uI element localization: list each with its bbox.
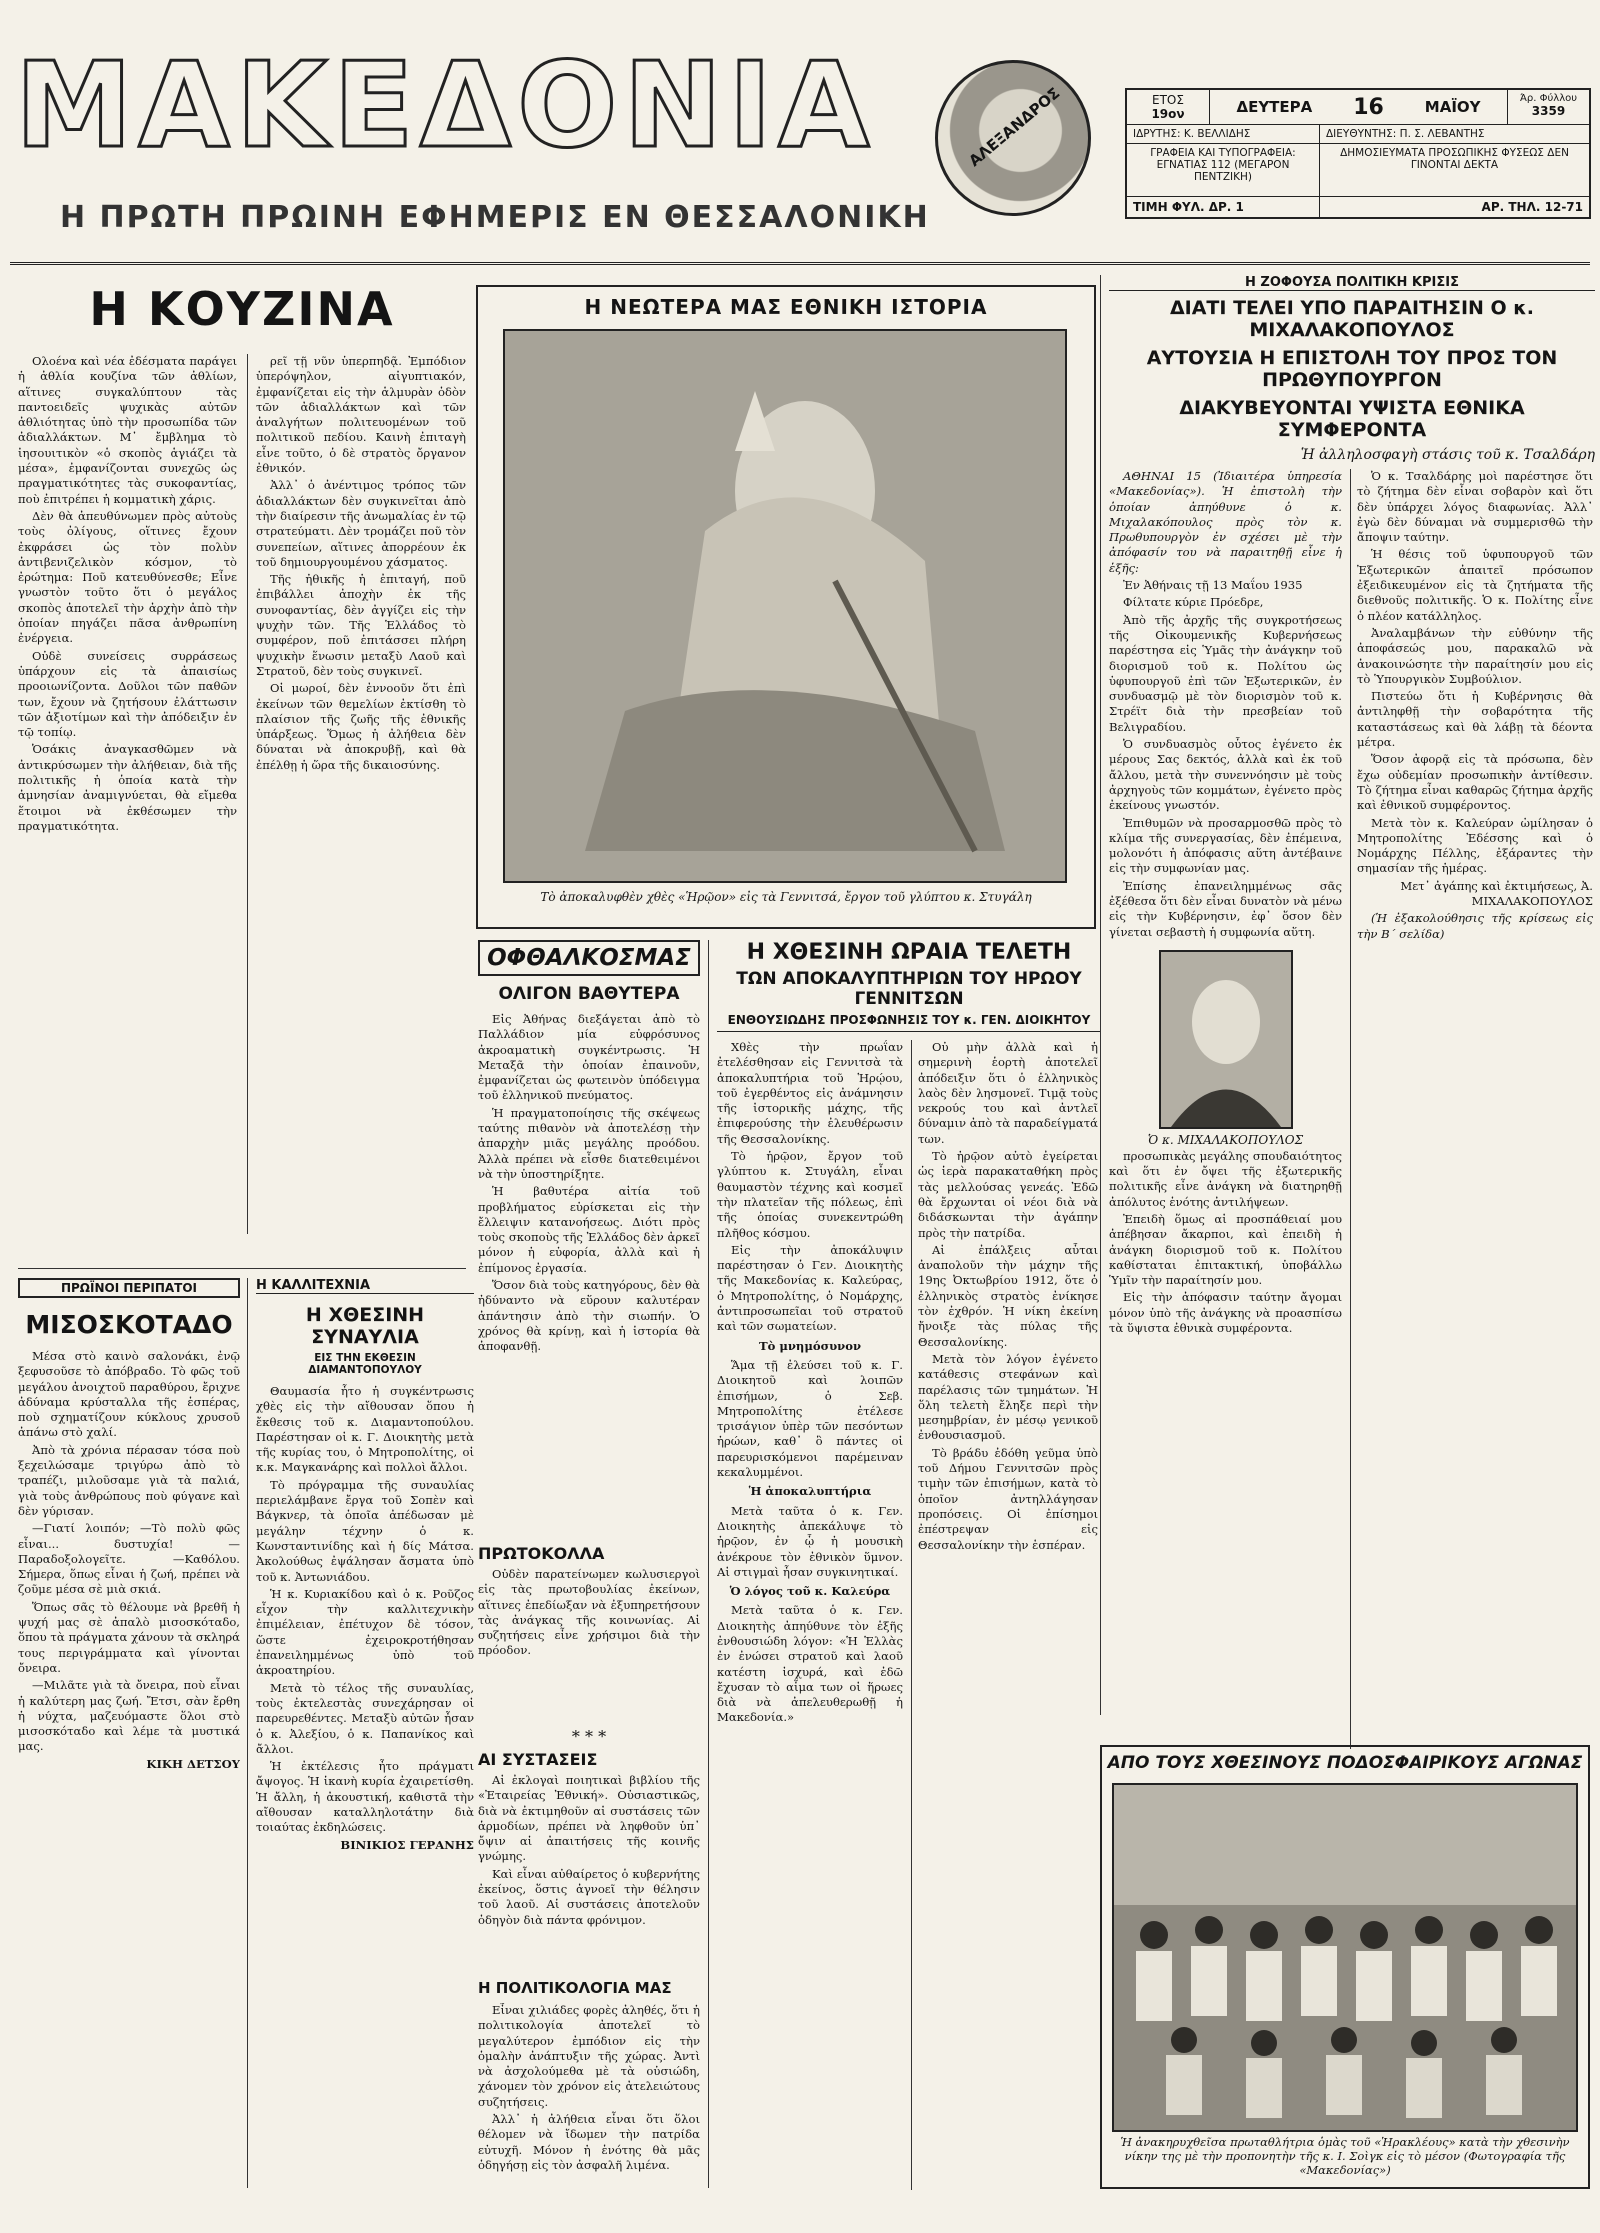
personal-notice: ΔΗΜΟΣΙΕΥΜΑΤΑ ΠΡΟΣΩΠΙΚΗΣ ΦΥΣΕΩΣ ΔΕΝ ΓΙΝΟΝΤΑΙ ΔΕΚΤΑ (1340, 147, 1569, 171)
year-label: ΕΤΟΣ (1152, 93, 1184, 107)
crisis-p10: Ἀναλαμβάνων τὴν εὐθύνην τῆς ἀποφάσεώς μου, παρακαλῶ νὰ ἀνακοινώσητε τὴν παραίτησίν μου εἰς τὸ Ὑπουργικὸν Συμβούλιον. (1357, 625, 1593, 686)
ofthalmos-p1: Εἰς Ἀθήνας διεξάγεται ἀπὸ τὸ Παλλάδιον μία εὐφρόσυνος ἀκροαματικὴ συγκέντρωσις. Ἡ Μεταξᾶ τὴν ὁποίαν ἐπαινοῦν, ἐμφανίζεται ὡς φωτεινὸν ὑπόδειγμα τοῦ ἑλληνικοῦ πνεύματος. (478, 1012, 700, 1103)
kouzina-article (18, 272, 466, 1272)
teleti-p7: Οὐ μὴν ἀλλὰ καὶ ἡ σημερινὴ ἑορτὴ ἀποτελεῖ ἀπόδειξιν ὅτι ὁ ἑλληνικὸς λαὸς δὲν λησμονεῖ. Τιμᾷ τοὺς νεκρούς του καὶ ἀντλεῖ δύναμιν ἀπὸ τὰ παραδείγματά των. (918, 1040, 1098, 1146)
history-feature (476, 285, 1096, 929)
kouzina-p8: Οἱ μωροί, δὲν ἐννοοῦν ὅτι ἐπὶ ἐκείνων τῶν θεμελίων ἐκτίσθη τὸ πλαίσιον τῆς ζωῆς τῆς ἐθνικῆς ὑπάρξεως. Ὅμως ἡ ἀλήθεια δὲν δύναται νὰ ἀποκρυβῇ, καὶ θὰ ἐπέλθῃ ἡ ὥρα τῆς δικαιοσύνης. (256, 681, 466, 772)
portrait-image (1161, 952, 1291, 1127)
crisis-p3: Ἐπιθυμῶν νὰ προσαρμοσθῶ πρὸς τὸ κλίμα τῆς συνεργασίας, δὲν ἐπέμεινα, μολονότι ἡ ἀπόφασις αὕτη ἀντέβαινε εἰς τὴν συμφωνίαν μας. (1109, 815, 1342, 876)
kallitechnia-title: Η ΧΘΕΣΙΝΗ ΣΥΝΑΥΛΙΑ (305, 1304, 425, 1348)
masthead-info-box (1125, 88, 1591, 219)
kallitechnia-p4: Μετὰ τὸ τέλος τῆς συναυλίας, τοὺς ἐκτελεστὰς συνεχάρησαν οἱ παρευρεθέντες. Μεταξὺ αὐτῶν ἦσαν ὁ κ. Ἀλεξίου, ὁ κ. Παπανίκος καὶ ἄλλοι. (256, 1680, 474, 1756)
crisis-headline-2: ΑΥΤΟΥΣΙΑ Η ΕΠΙΣΤΟΛΗ ΤΟΥ ΠΡΟΣ ΤΟΝ ΠΡΩΘΥΠΟΥΡΓΟΝ (1146, 347, 1558, 391)
peripato-p1: Μέσα στὸ καινὸ σαλονάκι, ἐνῷ ξεφυσοῦσε τὸ ἀπόβραδο. Τὸ φῶς τοῦ μεγάλου ἀνοιχτοῦ παραθύρου, ἔριχνε ἀδύναμα κρύσταλλα τῆς ἑσπέρας, ποὺ σχηματίζουν κύκλους χρυσοῦ ἀπάνω στὸ χαλί. (18, 1349, 240, 1440)
crisis-p11: Πιστεύω ὅτι ἡ Κυβέρνησις θὰ ἀντιληφθῇ τὴν σοβαρότητα τῆς καταστάσεως καὶ θὰ λάβῃ τὰ δέοντα μέτρα. (1357, 689, 1593, 750)
monument-sculpture-image (505, 331, 1065, 881)
alexander-coin-logo (935, 60, 1091, 216)
crisis-lead: ΑΘΗΝΑΙ 15 (Ἰδιαιτέρα ὑπηρεσία «Μακεδονίας»). Ἡ ἐπιστολὴ τὴν ὁποίαν ἀπηύθυνε ὁ κ. Μιχαλακόπουλος πρὸς τὸν κ. Πρωθυπουργὸν ἐν σχέσει μὲ τὴν ἀπόφασίν του νὰ παραιτηθῇ εἶνε ἡ ἑξῆς: (1109, 469, 1342, 575)
kouzina-p7: Τῆς ἠθικῆς ἡ ἐπιταγή, ποῦ ἐπιβάλλει ἀποχὴν ἐκ τῆς συνοφαντίας, δὲν ἀγγίζει εἰς τὴν ψυχὴν τῶν. Τῆς Ἑλλάδος τὸ συμφέρον, ποῦ ἐπιτάσσει πλήρη ψυχικὴν ἕνωσιν μεταξὺ Λαοῦ καὶ Στρατοῦ, δὲν τοὺς συγκινεῖ. (256, 572, 466, 678)
masthead-title: ΜΑΚΕΔΟΝΙΑ (15, 36, 876, 174)
teleti-p1: Χθὲς τὴν πρωΐαν ἐτελέσθησαν εἰς Γεννιτσὰ τὰ ἀποκαλυπτήρια τοῦ Ἡρῴου, τοῦ ἐγερθέντος εἰς ἀνάμνησιν τῆς ἱστορικῆς μάχης, τῆς ἐπιφερούσης τὴν ἐλευθέρωσιν τῆς Θεσσαλονίκης. (717, 1040, 903, 1146)
systaseis-p1: Αἱ ἐκλογαὶ ποιητικαὶ βιβλίου τῆς «Ἐταιρείας Ἐθνική». Οὐσιαστικῶς, διὰ νὰ ἐκτιμηθοῦν αἱ συστάσεις τῶν ἁρμοδίων, πρέπει νὰ ληφθοῦν ὑπ᾿ ὄψιν αἱ ἀπαιτήσεις τῆς κοινῆς γνώμης. (478, 1773, 700, 1864)
peripato-kicker: ΠΡΩΪΝΟΙ ΠΕΡΙΠΑΤΟΙ (18, 1278, 240, 1298)
politikologia-p2: Ἀλλ᾿ ἡ ἀλήθεια εἶναι ὅτι ὅλοι θέλομεν νὰ ἴδωμεν τὴν πατρίδα εὐτυχῆ. Μόνον ἡ ἑνότης θὰ μᾶς ὁδηγήσῃ εἰς τὸν ἀσφαλῆ λιμένα. (478, 2112, 700, 2172)
teleti-p9: Αἱ ἐπάλξεις αὗται ἀναπολοῦν τὴν μάχην τῆς 19ης Ὀκτωβρίου 1912, ὅτε ὁ ἑλληνικὸς στρατὸς ἐνίκησε τὸν ἐχθρόν. Ἡ νίκη ἐκείνη ἤνοιξε τὰς πύλας τῆς Θεσσαλονίκης. (918, 1242, 1098, 1349)
crisis-p9: Ἡ θέσις τοῦ ὑφυπουργοῦ τῶν Ἐξωτερικῶν ἀπαιτεῖ πρόσωπον ἐξειδικευμένον εἰς τὰ ζητήματα τῆς διεθνοῦς πολιτικῆς. Ὁ κ. Πολίτης εἶνε ὁ πλέον κατάλληλος. (1357, 547, 1593, 623)
protokolla-title: ΠΡΩΤΟΚΟΛΛΑ (478, 1544, 605, 1563)
politikologia-title: Η ΠΟΛΙΤΙΚΟΛΟΓΙΑ ΜΑΣ (478, 1979, 672, 1997)
offices: ΓΡΑΦΕΙΑ ΚΑΙ ΤΥΠΟΓΡΑΦΕΙΑ: ΕΓΝΑΤΙΑΣ 112 (ΜΕΓΑΡΟΝ ΠΕΝΤΖΙΚΗ) (1127, 144, 1320, 196)
kouzina-p4: Ὁσάκις ἀναγκασθῶμεν νὰ ἀντικρύσωμεν τὴν ἀλήθειαν, διὰ τῆς πολιτικῆς ἡ ὁποία κατὰ τὴν ἀμνησίαν ἀναμιγνύεται, θὰ εἴμεθα ἕτοιμοι νὰ ἐκθέσωμεν τὴν πραγματικότητα. (18, 742, 237, 833)
ofthalmos-p4: Ὅσον διὰ τοὺς κατηγόρους, δὲν θὰ ἠδύναντο νὰ εὕρουν καλυτέραν ἀπάντησιν ἀπὸ τὴν σιωπήν. Ὁ χρόνος θὰ κρίνῃ, καὶ ἡ ἱστορία θὰ ἀποφανθῇ. (478, 1278, 700, 1354)
kallitechnia-signature: ΒΙΝΙΚΙΟΣ ΓΕΡΑΝΗΣ (340, 1837, 474, 1852)
teleti-p10: Μετὰ τὸν λόγον ἐγένετο κατάθεσις στεφάνων καὶ παρέλασις τῶν τμημάτων. Ἡ ὅλη τελετὴ ἔληξε περὶ τὴν μεσημβρίαν, ἐν μέσῳ γενικοῦ ἐνθουσιασμοῦ. (918, 1351, 1098, 1443)
separator-stars: * * * (571, 1727, 607, 1746)
politikologia-p1: Εἶναι χιλιάδες φορὲς ἀληθές, ὅτι ἡ πολιτικολογία ἀποτελεῖ τὸ μεγαλύτερον ἐμπόδιον εἰς τὴν ὁμαλὴν ἀνάπτυξιν τῆς χώρας. Ἀντὶ νὰ ἀσχολούμεθα μὲ τὰ οὐσιώδη, χάνομεν τὸν χρόνον εἰς ἀτελειώτους συζητήσεις. (478, 2003, 700, 2109)
systaseis-p2: Καὶ εἶναι αὐθαίρετος ὁ κυβερνήτης ἐκείνος, ὅστις ἀγνοεῖ τὴν θέλησιν τοῦ λαοῦ. Αἱ συστάσεις ἀποτελοῦν ὁδηγὸν διὰ πάντα φρόνιμον. (478, 1866, 700, 1927)
crisis-headline-4: Ἡ ἀλληλοσφαγὴ στάσις τοῦ κ. Τσαλδάρη (1300, 447, 1595, 463)
kallitechnia-p1: Θαυμασία ἦτο ἡ συγκέντρωσις χθὲς εἰς τὴν αἴθουσαν ὅπου ἡ ἔκθεσις τοῦ κ. Διαμαντοπούλου. Παρέστησαν οἱ κ. Γ. Διοικητὴς μετὰ τῆς κυρίας του, ὁ Μητροπολίτης, οἱ κ.κ. Μαγκανάρης καὶ πολλοὶ ἄλλοι. (256, 1384, 474, 1475)
team-image (1114, 1785, 1576, 2130)
teleti-article (708, 940, 1101, 2188)
teleti-p4: Ἅμα τῇ ἐλεύσει τοῦ κ. Γ. Διοικητοῦ καὶ λοιπῶν ἐπισήμων, ὁ Σεβ. Μητροπολίτης ἐτέλεσε τρισάγιον ὑπὲρ τῶν πεσόντων ἡρώων, καθ᾿ ὃ πάντες οἱ παρευρισκόμενοι παρέμειναν κεκαλυμμένοι. (717, 1357, 903, 1480)
crisis-p13: Μετὰ τὸν κ. Καλεύραν ὡμίλησαν ὁ Μητροπολίτης Ἐδέσσης καὶ ὁ Νομάρχης Πέλλης, ἐξάραντες τὴν σημασίαν τῆς ἡμέρας. (1357, 815, 1593, 876)
kallitechnia-p2: Τὸ πρόγραμμα τῆς συναυλίας περιελάμβανε ἔργα τοῦ Σοπὲν καὶ Βάγκνερ, τὰ ὁποῖα ἀπέδωσαν μὲ μεγάλην τέχνην ὁ κ. Κωνσταντινίδης καὶ ἡ δίς Μάτσα. Ἀκολούθως ἐψάλησαν ἄσματα ὑπὸ τοῦ κ. Ἀντωνιάδου. (256, 1477, 474, 1584)
kallitechnia-kicker: Η ΚΑΛΛΙΤΕΧΝΙΑ (256, 1278, 474, 1294)
teleti-title: Η ΧΘΕΣΙΝΗ ΩΡΑΙΑ ΤΕΛΕΤΗ (746, 940, 1072, 965)
ofthalmos-subtitle: ΟΛΙΓΟΝ ΒΑΘΥΤΕΡΑ (498, 984, 680, 1004)
kallitechnia-subtitle: ΕΙΣ ΤΗΝ ΕΚΘΕΣΙΝ ΔΙΑΜΑΝΤΟΠΟΥΛΟΥ (308, 1352, 422, 1376)
crisis-p7: Εἰς τὴν ἀπόφασιν ταύτην ἄγομαι μόνον ὑπὸ τῆς ἀνάγκης νὰ προασπίσω τὰ ὕψιστα ἐθνικὰ συμφέροντα. (1109, 1290, 1342, 1335)
teleti-sub1: Τὸ μνημόσυνον (759, 1338, 861, 1353)
protokolla-p1: Οὐδὲν παρατείνωμεν κωλυσιεργοὶ εἰς τὰς πρωτοβουλίας ἐκείνων, αἵτινες ἐπεδίωξαν νὰ ἐξυπηρετήσουν τὰς ἀνάγκας τῆς κοινωνίας. Αἱ συζητήσεις εἶνε χρήσιμοι διὰ τὴν πρόοδον. (478, 1567, 700, 1658)
systaseis-title: ΑΙ ΣΥΣΤΑΣΕΙΣ (478, 1750, 598, 1769)
kouzina-p6: Ἀλλ᾿ ὁ ἀνέντιμος τρόπος τῶν ἀδιαλλάκτων δὲν συγκινεῖται ἀπὸ τὴν διαίρεσιν τῆς ἀνωμαλίας ἐν τῷ στρατεύματι. Δὲν τρομάζει ποῦ τὸν συνεπείων, αἵτινες ἀπορρέουν ἐκ τοῦ δημιουργουμένου χάσματος. (256, 478, 466, 569)
kallitechnia-p3: Ἡ κ. Κυριακίδου καὶ ὁ κ. Ροῦζος εἶχον τὴν καλλιτεχνικὴν ἐπιμέλειαν, ἐπέτυχον δὲ τόσον, ὥστε ἐχειροκροτήθησαν ἐπανειλημμένως ὑπὸ τοῦ ἀκροατηρίου. (256, 1586, 474, 1678)
crisis-p8: Ὁ κ. Τσαλδάρης μοὶ παρέστησε ὅτι τὸ ζήτημα δὲν εἶναι σοβαρὸν καὶ ὅτι δὲν ὑπάρχει λόγος διαφωνίας. Ἀλλ᾿ ἐγὼ δὲν δύναμαι νὰ συμμερισθῶ τὴν ἄποψιν ταύτην. (1357, 469, 1593, 545)
crisis-p1: Ἀπὸ τῆς ἀρχῆς τῆς συγκροτήσεως τῆς Οἰκουμενικῆς Κυβερνήσεως παρέστησα εἰς Ὑμᾶς τὴν ἀνάγκην τοῦ διορισμοῦ τοῦ κ. Πολίτου ὡς ὑφυπουργοῦ ἐπὶ τῶν Ἐξωτερικῶν, ἐν συνδυασμῷ μὲ τὸν διορισμὸν τοῦ κ. Στρέϊτ διὰ τὴν πρεσβείαν τοῦ Βελιγραδίου. (1109, 612, 1342, 734)
crisis-salutation: Φίλτατε κύριε Πρόεδρε, (1123, 595, 1264, 610)
peripato-title: ΜΙΣΟΣΚΟΤΑΔΟ (25, 1310, 233, 1339)
ofthalmos-p3: Ἡ βαθυτέρα αἰτία τοῦ προβλήματος εὑρίσκεται εἰς τὴν ἔλλειψιν κατανοήσεως. Διότι πρὸς τοὺς σκοποὺς τῆς Ἑλλάδος δὲν ἀρκεῖ μόνον ἡ εὐφορία, ἀλλὰ καὶ ἡ ἐπίμονος ἐργασία. (478, 1184, 700, 1275)
kouzina-p5: ρεῖ τῇ νῦν ὑπερπηδᾷ. Ἐμπόδιον ὑπερόψηλον, αἰγυπτιακόν, ἐμφανίζεται εἰς τὴν ἁλμυρὰν ὁδὸν τῶν ἀδιαλλάκτων καὶ τῶν ἀναλγήτων πολιτευομένων τοῦ πολιτικοῦ πεδίου. Καινὴ ἐπιταγὴ εἶνε τοῦτο, ὁ δὲ στρατὸς ὄργανον ἐθνικόν. (256, 354, 466, 476)
kallitechnia-article (247, 1278, 474, 2188)
issue-number: 3359 (1531, 104, 1566, 118)
issue-label: Άρ. Φύλλου (1519, 93, 1578, 104)
ofthalmos-article (478, 940, 700, 1354)
teleti-p8: Τὸ ἡρῷον αὐτὸ ἐγείρεται ὡς ἱερὰ παρακαταθήκη πρὸς τὰς μελλούσας γενεάς. Ἐδῶ θὰ ἔρχωνται οἱ νέοι διὰ νὰ διδάσκωνται τὴν ἀγάπην πρὸς τὴν πατρίδα. (918, 1149, 1098, 1240)
portrait-caption: Ὁ κ. ΜΙΧΑΛΑΚΟΠΟΥΛΟΣ (1147, 1132, 1304, 1147)
middle-column-briefs (478, 1540, 700, 2180)
crisis-date: Ἐν Ἀθήναις τῇ 13 Μαΐου 1935 (1123, 578, 1303, 593)
teleti-p2: Τὸ ἡρῷον, ἔργον τοῦ γλύπτου κ. Στυγάλη, εἶναι θαυμαστὸν τέχνης καὶ κοσμεῖ τὴν πλατεῖαν τῆς πόλεως, ἐπὶ τῆς ὁποίας συνεκεντρώθη πλῆθος κόσμου. (717, 1149, 903, 1240)
crisis-p4: Ἐπίσης ἐπανειλημμένως σᾶς ἐξέθεσα ὅτι δὲν εἶναι δυνατὸν νὰ μένω εἰς τὴν Κυβέρνησιν, ἐφ᾿ ὅσον δὲν γίνεται σεβαστὴ ἡ συμφωνία αὕτη. (1109, 878, 1342, 939)
crisis-article (1100, 275, 1595, 1715)
kouzina-p2: Δὲν θὰ ἀπευθύνωμεν πρὸς αὐτοὺς τοὺς ὀλίγους, οἵτινες ἔχουν ἐκφράσει ὡς τὸν πολὺν ἀντιβενιζελικὸν κόσμον, τὸ ἐρώτημα: Ποῦ κατευθύνεσθε; Εἶνε γνωστὸν τοῦτο ὅτι ὁ μεγάλος σκοπὸς ἀποτελεῖ τὴν ἀρχὴν ἀπὸ τὴν ὁποίαν πηγάζει πᾶσα ἀνθρωπίνη ἐνέργεια. (18, 508, 237, 646)
history-caption: Τὸ ἀποκαλυφθὲν χθὲς «Ἡρῷον» εἰς τὰ Γεννιτσά, ἔργον τοῦ γλύπτου κ. Στυγάλη (540, 890, 1032, 904)
crisis-headline-1: ΔΙΑΤΙ ΤΕΛΕΙ ΥΠΟ ΠΑΡΑΙΤΗΣΙΝ Ο κ. ΜΙΧΑΛΑΚΟΠΟΥΛΟΣ (1169, 297, 1535, 341)
teleti-sub3: Ὁ λόγος τοῦ κ. Καλεύρα (729, 1584, 891, 1599)
divider (18, 1268, 466, 1269)
phone: ΑΡ. ΤΗΛ. 12-71 (1481, 200, 1583, 214)
teleti-subtitle: ΤΩΝ ΑΠΟΚΑΛΥΠΤΗΡΙΩΝ ΤΟΥ ΗΡΩΟΥ ΓΕΝΝΙΤΣΩΝ (736, 969, 1082, 1009)
ofthalmos-title: ΟΦΘΑΛΚΟΣΜΑΣ (478, 940, 700, 976)
teleti-p11: Τὸ βράδυ ἐδόθη γεῦμα ὑπὸ τοῦ Δήμου Γεννιτσῶν πρὸς τιμὴν τῶν ἐπισήμων, κατὰ τὸ ὁποῖον ἀντηλλάγησαν προπόσεις. Οἱ ἐπίσημοι ἐπέστρεψαν εἰς Θεσσαλονίκην τὴν ἑσπέραν. (918, 1445, 1098, 1552)
crisis-p5: προσωπικὰς μεγάλης σπουδαιότητος καὶ ὅτι ἐν ὄψει τῆς ἐξωτερικῆς πολιτικῆς εἶνε ἀνάγκη νὰ διατηρηθῇ ἀπόλυτος ἑνότης ἀντιλήψεων. (1109, 1148, 1342, 1209)
price: ΤΙΜΗ ΦΥΛ. ΔΡ. 1 (1127, 197, 1320, 217)
crisis-kicker: Η ΖΟΦΟΥΣΑ ΠΟΛΙΤΙΚΗ ΚΡΙΣΙΣ (1109, 275, 1595, 291)
teleti-subtitle2: ΕΝΘΟΥΣΙΩΔΗΣ ΠΡΟΣΦΩΝΗΣΙΣ ΤΟΥ κ. ΓΕΝ. ΔΙΟΙΚΗΤΟΥ (717, 1013, 1101, 1032)
founder: ΙΔΡΥΤΗΣ: Κ. ΒΕΛΛΙΔΗΣ (1127, 125, 1320, 143)
masthead-subtitle: Η ΠΡΩΤΗ ΠΡΩΙΝΗ ΕΦΗΜΕΡΙΣ ΕΝ ΘΕΣΣΑΛΟΝΙΚΗ (60, 200, 930, 235)
crisis-headline-3: ΔΙΑΚΥΒΕΥΟΝΤΑΙ ΥΨΙΣΤΑ ΕΘΝΙΚΑ ΣΥΜΦΕΡΟΝΤΑ (1179, 397, 1525, 441)
kallitechnia-p5: Ἡ ἐκτέλεσις ἦτο πράγματι ἄψογος. Ἡ ἱκανὴ κυρία ἐχαιρετίσθη. Ἡ ἄλλη, ἡ ἀκουστική, καθιστᾶ τὴν αἴθουσαν καταλληλοτάτην διὰ τοιαύτας ἐκδηλώσεις. (256, 1759, 474, 1835)
football-caption: Ἡ ἀνακηρυχθεῖσα πρωταθλήτρια ὁμὰς τοῦ «Ἡρακλέους» κατὰ τὴν χθεσινὴν νίκην της μὲ τὴν προπονητὴν τῆς κ. Ι. Σοὶγκ εἰς τὸ μέσον (Φωτογραφία τῆς «Μακεδονίας») (1120, 2135, 1570, 2177)
crisis-signoff: Μετ᾿ ἀγάπης καὶ ἐκτιμήσεως, Ἀ. ΜΙΧΑΛΑΚΟΠΟΥΛΟΣ (1400, 878, 1593, 909)
michalakopoulos-portrait (1159, 950, 1293, 1129)
director: ΔΙΕΥΘΥΝΤΗΣ: Π. Σ. ΛΕΒΑΝΤΗΣ (1326, 128, 1485, 140)
crisis-p12: Ὅσον ἀφορᾷ εἰς τὰ πρόσωπα, δὲν ἔχω οὐδεμίαν προσωπικὴν ἀντίθεσιν. Τὸ ζήτημα εἶναι καθαρῶς ζήτημα ἀρχῆς καὶ ἐθνικοῦ συμφέροντος. (1357, 752, 1593, 813)
teleti-sub2: Ἡ ἀποκαλυπτήρια (748, 1484, 872, 1499)
masthead-rule (10, 262, 1590, 265)
coin-inscription: ΑΛΕΞΑΝΔΡΟΣ (965, 83, 1064, 171)
teleti-p6: Μετὰ ταῦτα ὁ κ. Γεν. Διοικητὴς ἀπηύθυνε τὸν ἑξῆς ἐνθουσιώδη λόγον: «Ἡ Ἑλλὰς ἐν ἐνώσει στρατοῦ καὶ λαοῦ κατέστη ἰσχυρά, καὶ ἐδῶ ἔχυσαν τὸ αἷμα των οἱ ἥρωες διὰ νὰ ἀπελευθερωθῇ ἡ Μακεδονία.» (717, 1603, 903, 1725)
issue-date-number: 16 (1353, 94, 1384, 120)
kouzina-p3: Οὐδὲ συνείσεις συρράσεως ὑπάρχουν εἰς τὰ ἀπαισίως προοιωνίζοντα. Δοῦλοι τῶν παθῶν των, ἔχουν νὰ ζητήσουν ἐλάττωσιν τῶν ἀξιοτίμων καὶ τὴν ἀπόδειξιν ἐν τῷ τοπίῳ. (18, 648, 237, 740)
football-title: ΑΠΟ ΤΟΥΣ ΧΘΕΣΙΝΟΥΣ ΠΟΔΟΣΦΑΙΡΙΚΟΥΣ ΑΓΩΝΑΣ (1107, 1753, 1583, 1773)
football-feature (1100, 1745, 1590, 2189)
peripato-p2: Ἀπὸ τὰ χρόνια πέρασαν τόσα ποὺ ξεχειλώσαμε τριγύρω ἀπὸ τὸ τραπέζι, μιλοῦσαμε γιὰ τὰ παλιά, γιὰ τοὺς ἀνθρώπους ποὺ φύγανε καὶ δὲν γύρισαν. (18, 1442, 240, 1518)
football-team-photo (1112, 1783, 1578, 2132)
year-value: 19ον (1151, 107, 1185, 121)
peripato-signature: ΚΙΚΗ ΔΕΤΣΟΥ (146, 1756, 240, 1771)
issue-month: ΜΑΪΟΥ (1424, 98, 1481, 116)
peripato-p3: —Γιατί λοιπόν; —Τὸ πολὺ φῶς εἶναι... δυστυχία! —Παραδοξολογεῖτε. —Καθόλου. Σήμερα, ὅπως εἶναι ἡ ζωή, πρέπει νὰ ζοῦμε μέσα σὲ μιὰ σκιά. (18, 1521, 240, 1597)
peripato-p4: Ὅπως σᾶς τὸ θέλουμε νὰ βρεθῆ ἡ ψυχή μας σὲ ἀπαλὸ μισοσκόταδο, ὅπου τὰ πράγματα χάνουν τὰ σκληρά τους περιγράμματα καὶ γίνονται ὄνειρα. (18, 1599, 240, 1675)
crisis-p6: Ἐπειδὴ ὅμως αἱ προσπάθειαί μου ἀπέβησαν ἄκαρποι, καὶ ἐπειδὴ ἡ ἀνάγκη διορισμοῦ τοῦ κ. Πολίτου καθίσταται ἐπιτακτική, ὑποβάλλω Ὑμῖν τὴν παραίτησίν μου. (1109, 1211, 1342, 1288)
teleti-p5: Μετὰ ταῦτα ὁ κ. Γεν. Διοικητὴς ἀπεκάλυψε τὸ ἡρῷον, ἐν ᾧ ἡ μουσικὴ ἀνέκρουε τὸν ἐθνικὸν ὕμνον. Αἱ στιγμαὶ ἦσαν συγκινητικαί. (717, 1503, 903, 1579)
crisis-p2: Ὁ συνδυασμὸς οὗτος ἐγένετο ἐκ μέρους Σας δεκτός, ἀλλὰ καὶ ἐκ τοῦ ἄλλου, μετὰ τὴν συνεννόησιν μὲ τοὺς ἀρχηγοὺς τῶν κομμάτων, ἐγένετο πρὸς ἐκείνους γνωστόν. (1109, 737, 1342, 813)
kouzina-title: Η ΚΟΥΖΙΝΑ (89, 282, 395, 336)
heroon-monument-photo (503, 329, 1067, 883)
crisis-footnote: (Ἡ ἐξακολούθησις τῆς κρίσεως εἰς τὴν Β΄ σελίδα) (1357, 911, 1593, 941)
issue-day: ΔΕΥΤΕΡΑ (1236, 98, 1313, 116)
peripato-article (18, 1278, 240, 2188)
history-title: Η ΝΕΩΤΕΡΑ ΜΑΣ ΕΘΝΙΚΗ ΙΣΤΟΡΙΑ (584, 295, 988, 319)
kouzina-p1: Ολοένα καὶ νέα ἐδέσματα παράγει ἡ ἀθλία κουζίνα τῶν ἀθλίων, αἵτινες συγκαλύπτουν τὰς παντοειδεῖς ψυχικὰς αὐτῶν ἀθλιότητας ὑπὸ τὴν προσωπίδα τῶν ἀδιαλλάκτων. Μ᾿ ἔμβλημα τὸ ἰησουιτικὸν «ὁ σκοπὸς ἁγιάζει τὰ μέσα», ἐμφανίζονται συνεχῶς ὡς πραγματικότητες τὰς συκοφαντίας, ποὺ ἐπιτρέπει ἡ κομματικὴ χάρις. (18, 354, 237, 506)
teleti-p3: Εἰς τὴν ἀποκάλυψιν παρέστησαν ὁ Γεν. Διοικητὴς τῆς Μακεδονίας κ. Καλεύρας, ὁ Μητροπολίτης, ὁ Νομάρχης, ἀντιπροσωπεῖαι τοῦ στρατοῦ καὶ τῶν σωματείων. (717, 1242, 903, 1334)
ofthalmos-p2: Ἡ πραγματοποίησις τῆς σκέψεως ταύτης πιθανὸν νὰ ἀποτελέσῃ τὴν ἀπαρχὴν μιᾶς μεγάλης προόδου. Ἀλλὰ πρέπει νὰ εἶσθε διατεθειμένοι νὰ τὴν ὑποστηρίξητε. (478, 1105, 700, 1181)
peripato-p5: —Μιλᾶτε γιὰ τὰ ὄνειρα, ποὺ εἶναι ἡ καλύτερη μας ζωή. Ἔτσι, σὰν ἔρθη ἡ νύχτα, μαζευόμαστε ὅλοι στὸ μισοσκόταδο καὶ λέμε τὰ μυστικά μας. (18, 1678, 240, 1754)
